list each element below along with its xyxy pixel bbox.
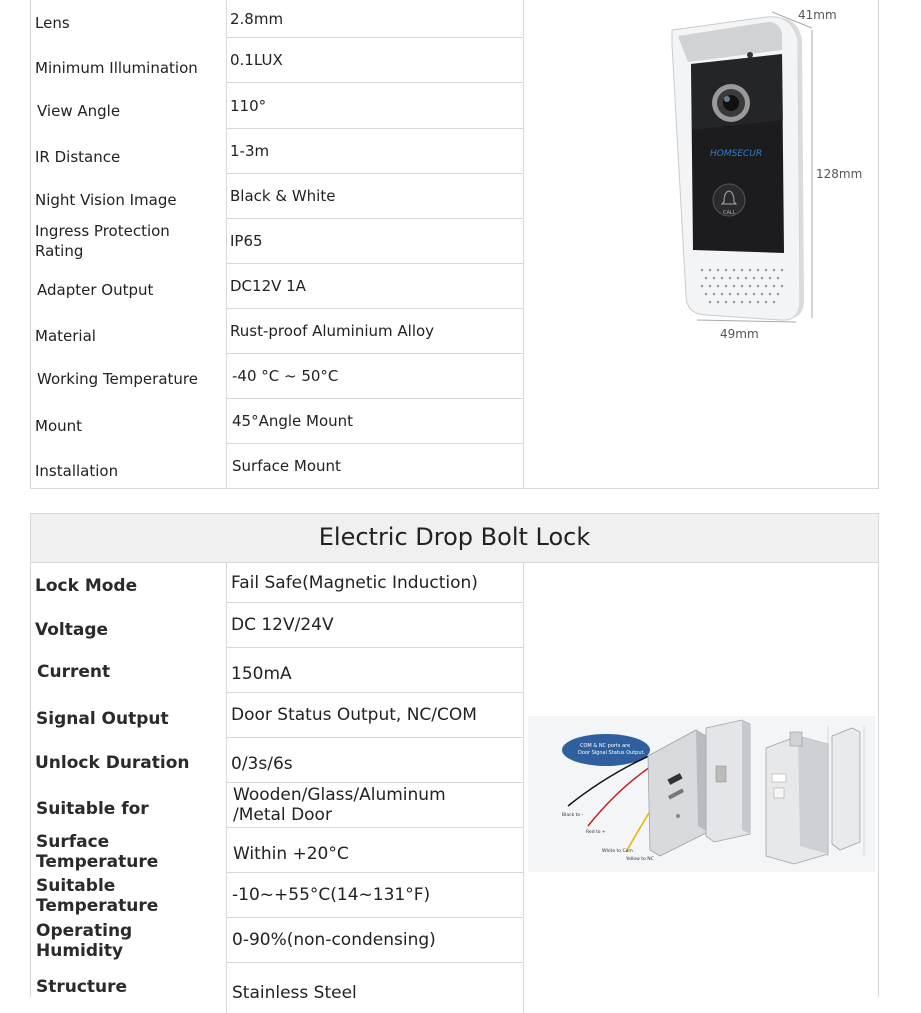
spec-value: -10~+55°C(14~131°F) — [232, 885, 431, 905]
camera-spec-labels — [31, 0, 227, 488]
table-row — [31, 918, 226, 963]
table-row — [31, 607, 226, 652]
wire-white-label: White to Com — [602, 849, 633, 854]
table-row — [31, 88, 226, 133]
spec-label: Mount — [35, 416, 83, 435]
table-row — [226, 563, 523, 603]
table-row — [226, 399, 523, 444]
spec-label: Structure — [36, 976, 128, 997]
width-dimension-label: 49mm — [720, 327, 759, 341]
spec-value: 2.8mm — [230, 9, 284, 28]
table-row — [226, 309, 523, 354]
callout-line-2: Door Signal Status Output. — [578, 750, 646, 756]
camera-spec-values — [226, 0, 524, 488]
spec-label: Night Vision Image — [35, 190, 177, 209]
table-row — [226, 129, 523, 174]
spec-label: Lens — [35, 13, 70, 32]
spec-value: Rust-proof Aluminium Alloy — [230, 322, 435, 340]
section-title: Electric Drop Bolt Lock — [31, 514, 878, 563]
table-row — [226, 354, 523, 399]
table-row — [226, 828, 523, 873]
table-row — [226, 738, 523, 783]
table-row — [31, 45, 226, 90]
callout-line-1: COM & NC ports are — [580, 743, 631, 749]
spec-value: Within +20°C — [233, 844, 349, 865]
spec-label: Operating Humidity — [36, 920, 133, 961]
table-row — [31, 740, 226, 785]
depth-dimension-label: 41mm — [798, 8, 837, 22]
spec-label: View Angle — [37, 101, 121, 120]
spec-value: 45°Angle Mount — [232, 412, 354, 430]
spec-value: Door Status Output, NC/COM — [231, 705, 477, 725]
table-row — [31, 563, 226, 608]
brand-label: HOMSECUR — [710, 149, 763, 159]
spec-label: Unlock Duration — [35, 752, 190, 773]
spec-value: 0.1LUX — [230, 51, 283, 69]
camera-spec-table — [30, 0, 879, 489]
spec-label: Voltage — [35, 619, 109, 640]
table-row — [31, 649, 226, 694]
table-row — [31, 403, 226, 448]
height-dimension-label: 128mm — [816, 167, 863, 181]
table-row — [226, 264, 523, 309]
table-row — [226, 693, 523, 738]
spec-value: 110° — [230, 96, 267, 115]
table-row — [226, 603, 523, 648]
spec-label: Minimum Illumination — [35, 58, 198, 77]
table-row — [31, 964, 226, 1009]
spec-value: Stainless Steel — [232, 983, 357, 1003]
spec-value: Black & White — [230, 187, 336, 205]
drop-bolt-lock-image — [528, 716, 876, 872]
spec-value: Wooden/Glass/Aluminum /Metal Door — [233, 785, 446, 825]
table-row — [31, 313, 226, 358]
spec-value: -40 °C ~ 50°C — [232, 367, 339, 385]
spec-value: DC 12V/24V — [231, 615, 334, 635]
spec-label: Adapter Output — [37, 280, 154, 299]
lock-spec-labels — [31, 563, 227, 1013]
table-row — [31, 786, 226, 831]
table-row — [31, 448, 226, 493]
table-row — [31, 873, 226, 918]
spec-label: Installation — [35, 461, 119, 480]
spec-value: IP65 — [230, 232, 263, 250]
wire-yellow-label: Yellow to NC — [626, 857, 654, 862]
table-row — [226, 873, 523, 918]
table-row — [31, 134, 226, 179]
spec-value: DC12V 1A — [230, 277, 306, 295]
table-row — [226, 83, 523, 129]
spec-label: Ingress Protection Rating — [35, 221, 170, 260]
table-row — [226, 174, 523, 219]
spec-value: 0/3s/6s — [231, 754, 293, 775]
table-row — [31, 267, 226, 312]
spec-value: 150mA — [231, 664, 292, 685]
spec-label: Signal Output — [36, 708, 169, 729]
lock-spec-values — [226, 563, 524, 1013]
spec-label: Surface Temperature — [36, 831, 159, 872]
spec-label: Current — [37, 661, 111, 682]
spec-label: Suitable for — [36, 798, 149, 819]
spec-value: Surface Mount — [232, 457, 341, 475]
wire-red-label: Red to + — [586, 830, 606, 835]
spec-label: Suitable Temperature — [36, 875, 159, 916]
spec-label: Working Temperature — [37, 369, 198, 388]
wire-black-label: Black to - — [562, 813, 584, 818]
table-row — [226, 648, 523, 693]
table-row — [31, 829, 226, 874]
table-row — [226, 0, 523, 38]
table-row — [226, 963, 523, 1013]
spec-value: 0-90%(non-condensing) — [232, 930, 436, 950]
spec-label: Lock Mode — [35, 575, 138, 596]
table-row — [226, 783, 523, 828]
table-row — [31, 0, 226, 45]
table-row — [31, 696, 226, 741]
spec-value: 1-3m — [230, 142, 270, 160]
table-row — [226, 444, 523, 488]
table-row — [31, 356, 226, 401]
spec-label: Material — [35, 326, 96, 345]
table-row — [226, 38, 523, 83]
doorbell-camera-image — [554, 0, 909, 488]
table-row — [226, 219, 523, 264]
table-row — [31, 177, 226, 222]
call-label: CALL — [723, 210, 736, 216]
table-row — [31, 218, 226, 263]
spec-label: IR Distance — [35, 147, 121, 166]
spec-value: Fail Safe(Magnetic Induction) — [231, 572, 478, 593]
lock-spec-section — [30, 513, 879, 1003]
table-row — [226, 918, 523, 963]
